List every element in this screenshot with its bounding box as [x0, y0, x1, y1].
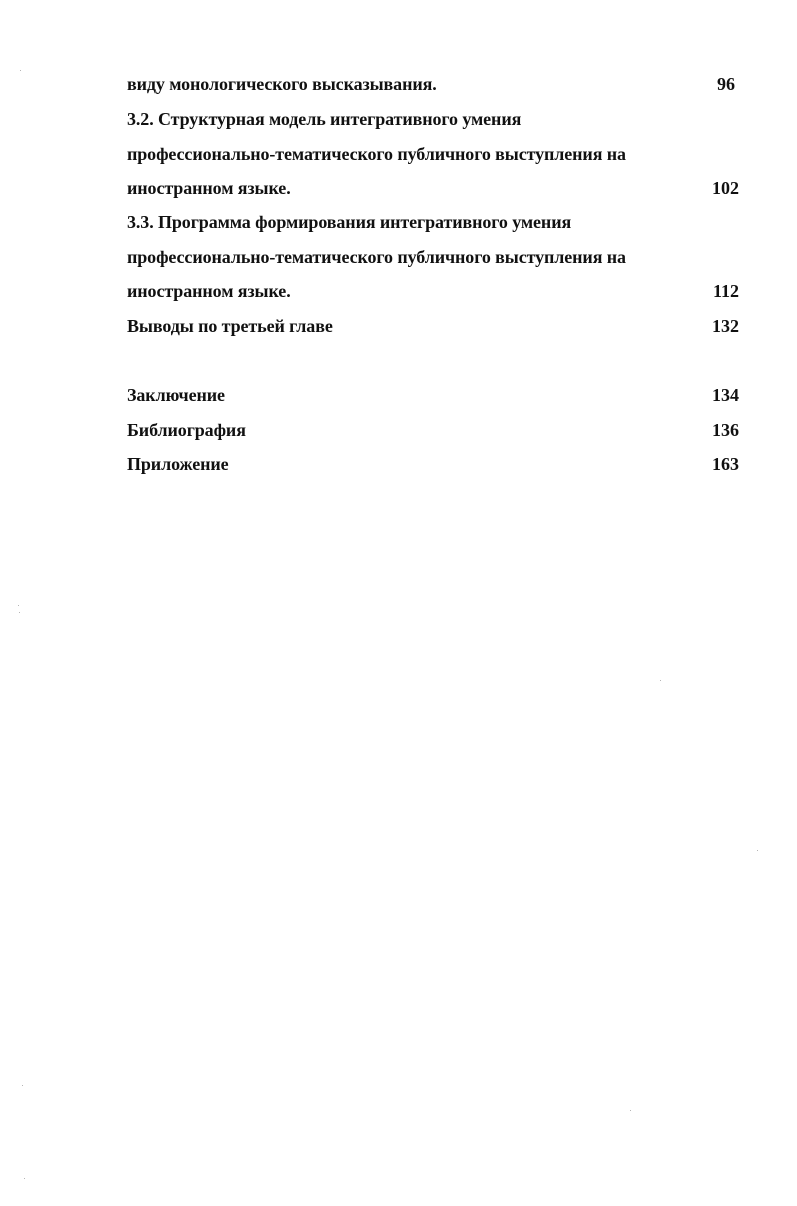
toc-entry-text: Приложение	[127, 454, 229, 474]
toc-entry-text: иностранном языке.	[127, 281, 291, 301]
scan-speck	[757, 850, 758, 851]
toc-page-number: 163	[712, 454, 739, 474]
toc-entry-text: виду монологического высказывания.	[127, 74, 437, 94]
scan-speck	[20, 70, 21, 71]
toc-page-number: 136	[712, 420, 739, 440]
scan-speck	[19, 612, 20, 613]
scan-speck	[22, 1085, 23, 1086]
toc-page-number: 102	[712, 178, 739, 198]
toc-page-number: 134	[712, 385, 739, 405]
toc-page-number: 112	[712, 281, 739, 301]
toc-entry-text: Заключение	[127, 385, 225, 405]
toc-page-number: 96	[717, 74, 735, 94]
toc-entry-text: 3.2. Структурная модель интегративного умения	[127, 109, 522, 129]
scan-speck	[24, 1178, 25, 1179]
scan-speck	[18, 605, 19, 606]
toc-entry-text: иностранном языке.	[127, 178, 291, 198]
scan-speck	[660, 680, 661, 681]
scan-speck	[630, 1110, 631, 1111]
toc-entry-text: Библиография	[127, 420, 246, 440]
toc-entry-text: профессионально-тематического публичного выступления на	[127, 144, 626, 164]
toc-page-number: 132	[712, 316, 739, 336]
toc-entry-text: профессионально-тематического публичного выступления на	[127, 247, 626, 267]
toc-entry-text: 3.3. Программа формирования интегративного умения	[127, 212, 572, 232]
toc-entry-text: Выводы по третьей главе	[127, 316, 333, 336]
